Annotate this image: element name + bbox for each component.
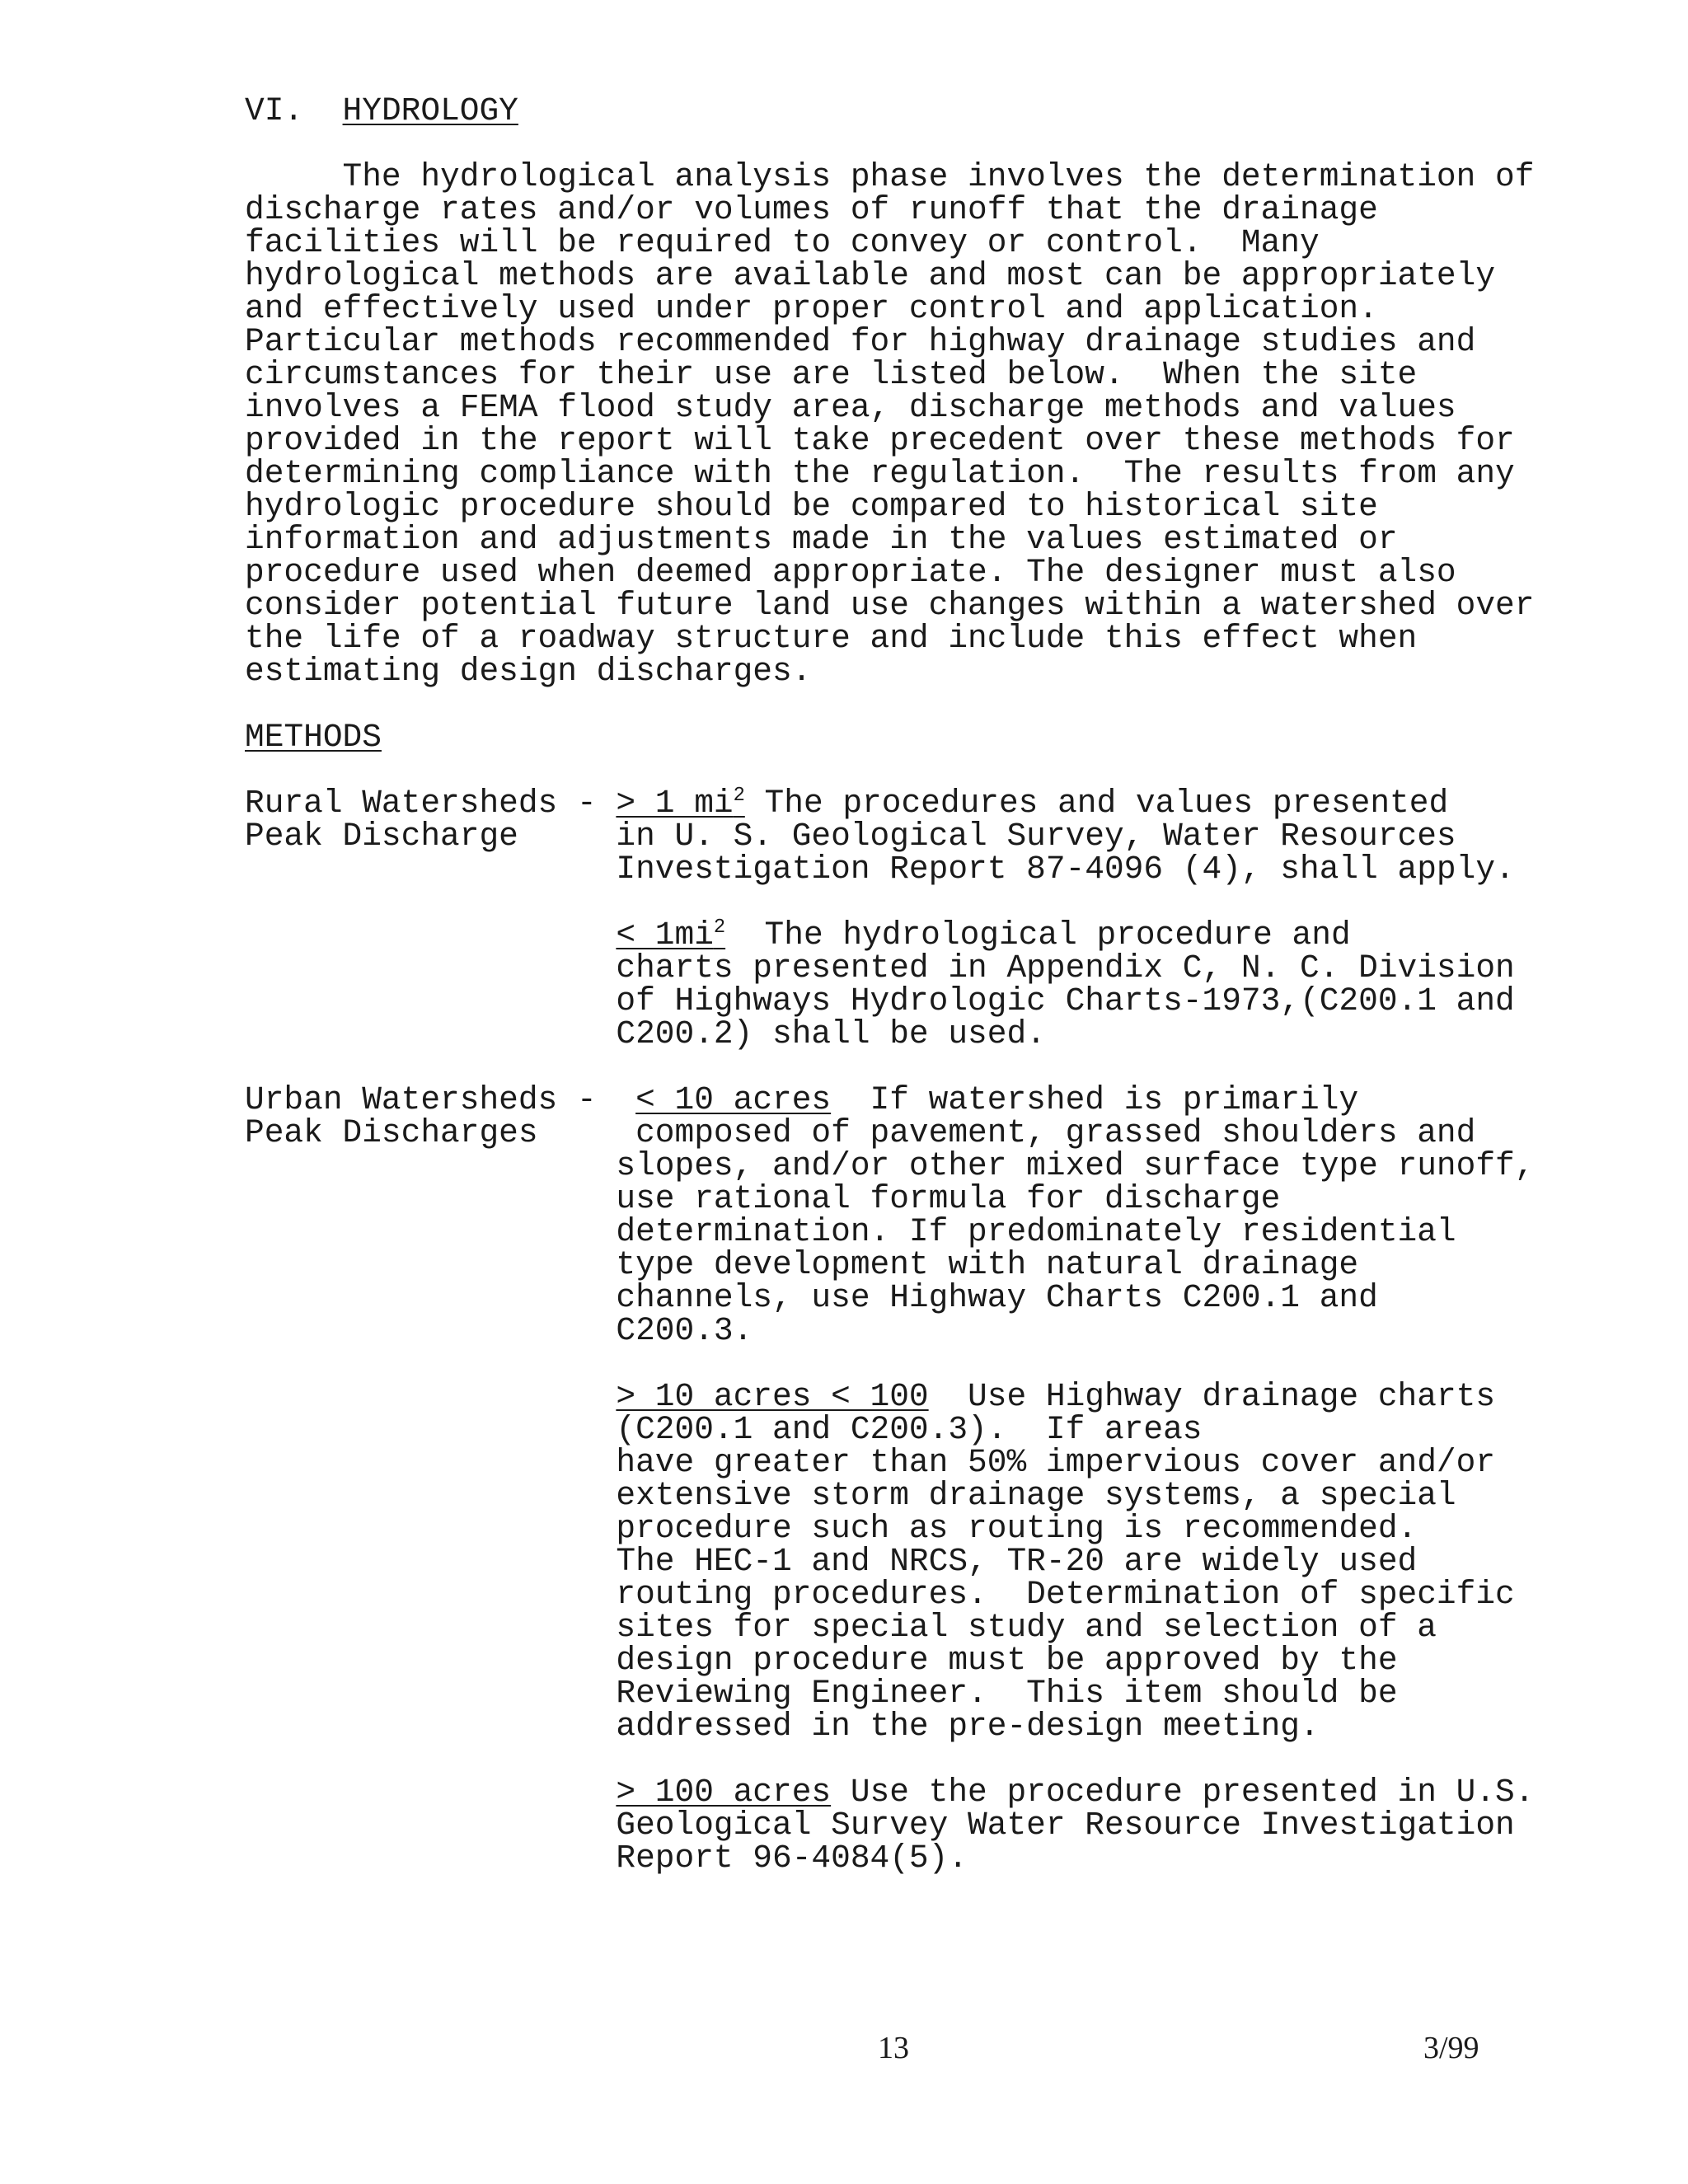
text-line: sites for special study and selection of a [616, 1609, 1437, 1646]
criterion-urban-small: < 10 acres [635, 1081, 832, 1118]
rural-watersheds-block [245, 784, 1564, 1052]
text-line: > 10 acres < 100 Use Highway drainage charts [616, 1378, 1496, 1415]
rural-sublabel: Peak Discharge [245, 818, 617, 855]
text-line: Urban Watersheds - < 10 acres If watershed is primarily [245, 1081, 1359, 1118]
criterion-rural-large: > 1 $mi^2$ [616, 784, 745, 822]
text-line: The HEC-1 and NRCS, TR-20 are widely used [616, 1543, 1418, 1580]
text-line: slopes, and/or other mixed surface type runoff, [616, 1147, 1535, 1184]
text-line: channels, use Highway Charts C200.1 and [616, 1279, 1378, 1316]
text-line: type development with natural drainage [616, 1246, 1359, 1283]
text-line: involves a FEMA flood study area, discharge methods and values [245, 389, 1456, 426]
text-line: extensive storm drainage systems, a special [616, 1477, 1456, 1514]
text-line: facilities will be required to convey or control. Many [245, 224, 1320, 261]
urban-label: Urban Watersheds - [245, 1081, 617, 1118]
text-line: C200.2) shall be used. [616, 1015, 1046, 1052]
intro-paragraph [245, 158, 1564, 690]
text-line: procedure such as routing is recommended. [616, 1510, 1418, 1547]
text-line: and effectively used under proper control and application. [245, 290, 1378, 327]
text-line: (C200.1 and C200.3). If areas [616, 1411, 1203, 1448]
criterion-urban-large: > 100 acres [616, 1774, 832, 1811]
text-line: provided in the report will take precedent over these methods for [245, 422, 1515, 459]
section-title: HYDROLOGY [342, 92, 518, 129]
text-line: circumstances for their use are listed below. When the site [245, 356, 1418, 393]
text-line: hydrologic procedure should be compared to historical site [245, 488, 1378, 525]
text-line: procedure used when deemed appropriate. The designer must also [245, 554, 1456, 591]
section-number: VI. [245, 92, 304, 129]
text-line: addressed in the pre-design meeting. [616, 1708, 1320, 1745]
text-line: design procedure must be approved by the [616, 1642, 1398, 1679]
text-line: Particular methods recommended for highway drainage studies and [245, 323, 1476, 360]
text-line: consider potential future land use changes within a watershed over [245, 587, 1535, 624]
text-line: charts presented in Appendix C, N. C. Division [616, 949, 1515, 987]
page-number: 13 [878, 2031, 909, 2065]
urban-sublabel: Peak Discharges [245, 1114, 617, 1151]
urban-watersheds-block [245, 1081, 1564, 1877]
text-line: Reviewing Engineer. This item should be [616, 1675, 1398, 1712]
text-line: information and adjustments made in the values estimated or [245, 521, 1398, 558]
text-line: Report 96-4084(5). [616, 1840, 968, 1877]
text-line: Geological Survey Water Resource Investigation [616, 1807, 1515, 1844]
text-line: determining compliance with the regulation. The results from any [245, 455, 1515, 492]
criterion-rural-small: < $1mi^2$ [616, 916, 726, 954]
text-line: hydrological methods are available and most can be appropriately [245, 257, 1496, 294]
text-line: discharge rates and/or volumes of runoff that the drainage [245, 191, 1378, 228]
text-line: have greater than 50% impervious cover and/or [616, 1444, 1496, 1481]
methods-heading: METHODS [245, 719, 382, 756]
text-line: use rational formula for discharge [616, 1180, 1281, 1217]
text-line: Peak Discharges composed of pavement, grassed shoulders and [245, 1114, 1476, 1151]
text-line: routing procedures. Determination of specific [616, 1576, 1515, 1613]
text-line: < $1mi^2$ The hydrological procedure and [616, 916, 1351, 954]
revision-date: 3/99 [1423, 2031, 1479, 2065]
text-line: Rural Watersheds - > 1 $mi^2$ The procedures and values presented [245, 784, 1449, 822]
text-line: of Highways Hydrologic Charts-1973,(C200.1 and [616, 982, 1515, 1019]
rural-label: Rural Watersheds - [245, 785, 617, 822]
text-line: the life of a roadway structure and include this effect when [245, 620, 1418, 657]
text-line: C200.3. [616, 1312, 753, 1349]
section-heading [245, 92, 1564, 129]
text-line: The hydrological analysis phase involves the determination of [245, 158, 1535, 195]
text-line: determination. If predominately residential [616, 1213, 1456, 1250]
text-line: estimating design discharges. [245, 653, 812, 690]
document-page [245, 92, 1564, 1877]
text-line: Investigation Report 87-4096 (4), shall apply. [616, 851, 1515, 888]
text-line: > 100 acres Use the procedure presented in U.S. [616, 1774, 1535, 1811]
criterion-urban-medium: > 10 acres < 100 [616, 1378, 929, 1415]
text-line: Peak Discharge in U. S. Geological Survey, Water Resources [245, 818, 1456, 855]
